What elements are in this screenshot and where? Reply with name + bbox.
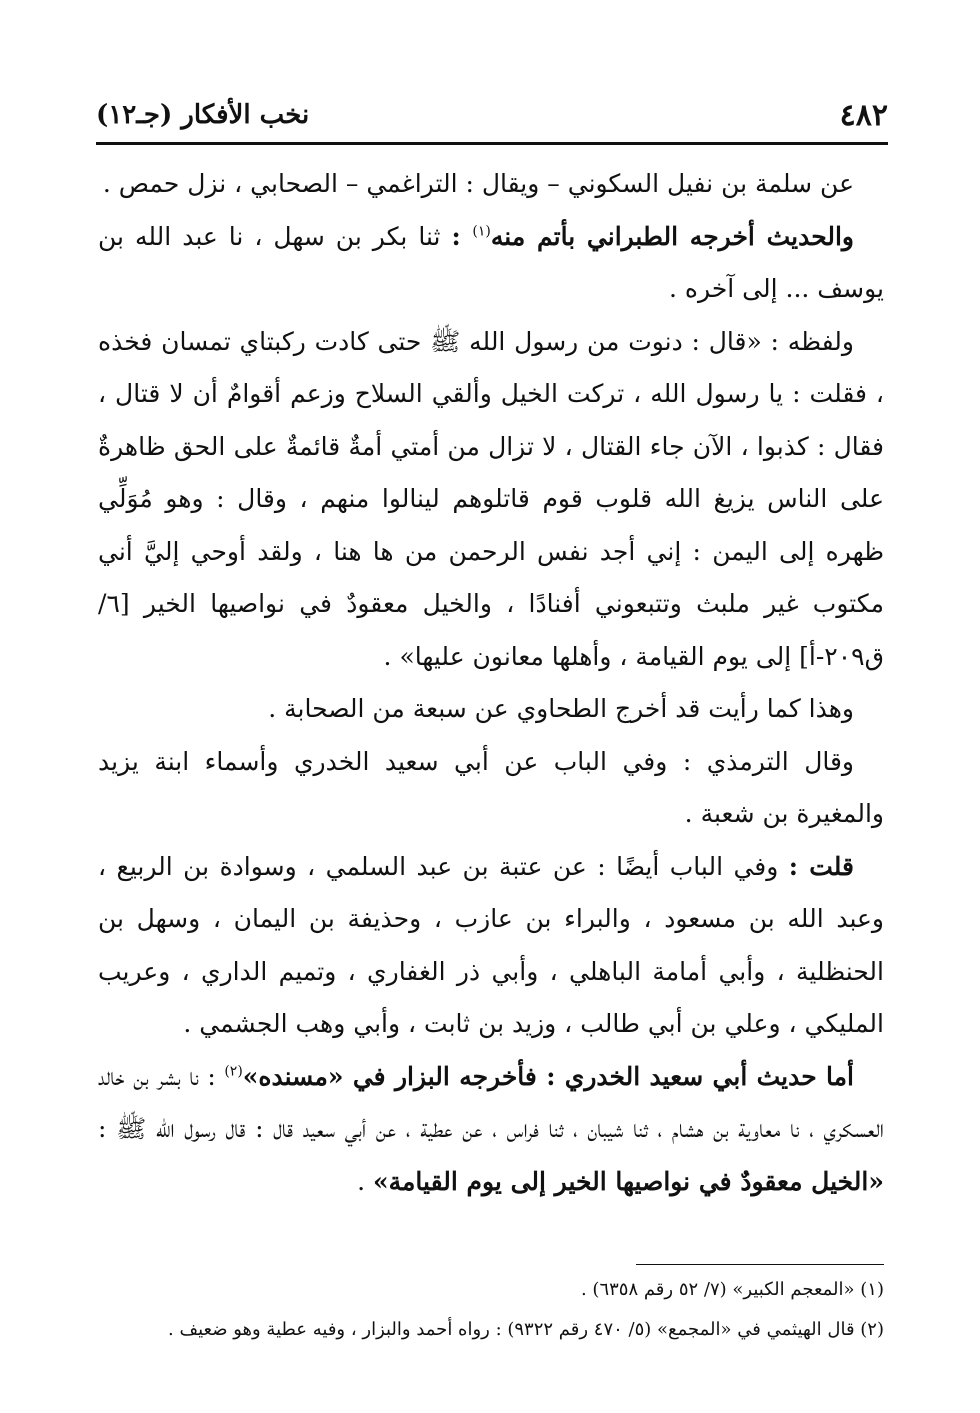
paragraph-tabarani <box>98 211 884 316</box>
page-header <box>96 92 888 138</box>
running-title: نخب الأفكار (جـ١٢) <box>96 100 310 130</box>
paragraph-text: وفي الباب أيضًا : عن عتبة بن عبد السلمي ، وسوادة بن الربيع ، وعبد الله بن مسعود ، والبراء بن عازب ، وحذيفة بن اليمان ، وسهل بن الحنظلية ، وأبي أمامة الباهلي ، وأبي ذر الغفاري ، وتميم الداري ، وعريب المليكي ، وعلي بن أبي طالب ، وزيد بن ثابت ، وأبي وهب الجشمي . <box>98 851 884 1038</box>
paragraph-narrator: عن سلمة بن نفيل السكوني – ويقال : التراغمي – الصحابي ، نزل حمص . <box>102 169 854 198</box>
paragraph-end: . <box>357 1166 374 1196</box>
hadith-quote: «الخيل معقودٌ في نواصيها الخير إلى يوم القيامة» <box>373 1166 884 1196</box>
footnote-1: (١) «المعجم الكبير» (٧/ ٥٢ رقم ٦٣٥٨) . <box>580 1279 884 1300</box>
bold-lead-tail: : <box>451 221 473 251</box>
footnote-ref-2: (٢) <box>224 1063 243 1080</box>
footnote-rule <box>636 1264 884 1265</box>
page-number: ٤٨٢ <box>839 97 888 133</box>
footnotes <box>98 1270 884 1350</box>
paragraph-companions <box>98 841 884 1051</box>
main-text <box>98 158 884 1208</box>
paragraph-text: ثنا بكر بن سهل ، نا عبد الله بن يوسف ... إلى آخره . <box>98 221 884 303</box>
footnote-2: (٢) قال الهيثمي في «المجمع» (٥/ ٤٧٠ رقم ٩٣٢٢) : رواه أحمد والبزار ، وفيه عطية وهو ضعيف . <box>168 1319 884 1340</box>
paragraph-tirmidhi: وقال الترمذي : وفي الباب عن أبي سعيد الخدري وأسماء ابنة يزيد والمغيرة بن شعبة . <box>98 746 884 828</box>
footnote-ref-1: (١) <box>472 223 491 240</box>
bold-lead: أما حديث أبي سعيد الخدري : فأخرجه البزار في «مسنده» <box>242 1061 854 1091</box>
paragraph-text: : نا بشر بن خالد العسكري ، نا معاوية بن هشام ، ثنا شيبان ، ثنا فراس ، عن عطية ، عن أبي سعيد قال : قال رسول الله ﷺ : <box>98 1061 884 1143</box>
paragraph-tahawi: وهذا كما رأيت قد أخرج الطحاوي عن سبعة من الصحابة . <box>268 694 854 723</box>
header-rule <box>96 142 888 145</box>
paragraph-abu-said <box>98 1051 884 1209</box>
bold-lead: قلت : <box>788 851 854 881</box>
paragraph-hadith-text: ولفظه : «قال : دنوت من رسول الله ﷺ حتى كادت ركبتاي تمسان فخذه ، فقلت : يا رسول الله ، تركت الخيل وألقي السلاح وزعم أقوامٌ أن لا قتال ، فقال : كذبوا ، الآن جاء القتال ، لا تزال من أمتي أمةٌ قائمةٌ على الحق ظاهرةٌ على الناس يزيغ الله قلوب قوم قاتلوهم لينالوا منهم ، وقال : وهو مُوَلِّي ظهره إلى اليمن : إني أجد نفس الرحمن من ها هنا ، ولقد أوحي إليَّ أني مكتوب غير ملبث وتتبعوني أفنادًا ، والخيل معقودٌ في نواصيها الخير [٦/ ق٢٠٩-أ] إلى يوم القيامة ، وأهلها معانون عليها» . <box>98 326 884 671</box>
bold-lead: والحديث أخرجه الطبراني بأتم منه <box>490 221 854 251</box>
